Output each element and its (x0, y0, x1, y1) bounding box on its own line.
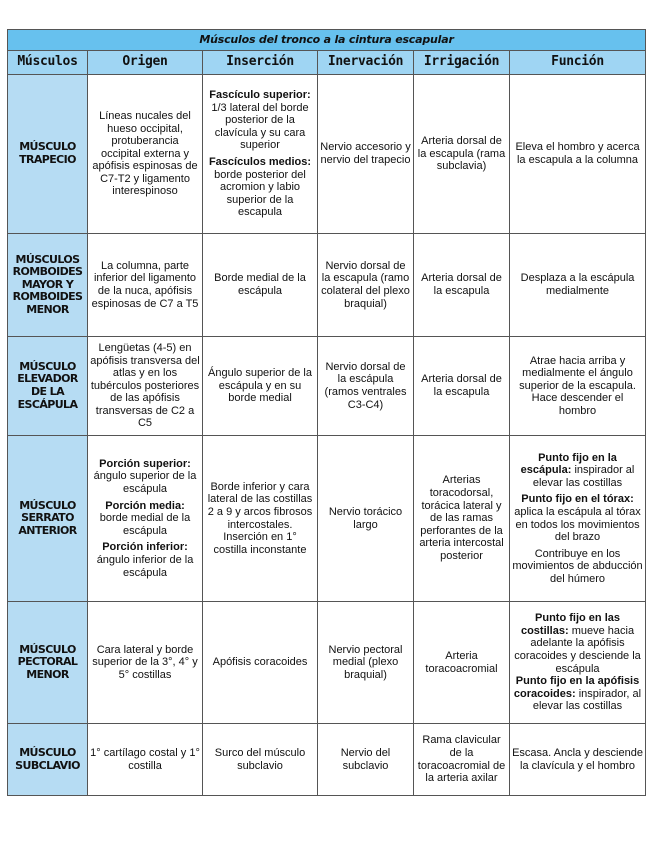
origen-text: borde medial de la escápula (99, 512, 191, 537)
funcion-cell (510, 436, 646, 602)
muscle-name-line: DE LA (31, 385, 64, 398)
origen-label: Porción superior: (99, 457, 191, 470)
muscle-name-line: ROMBOIDES (12, 290, 83, 304)
origen-cell (88, 436, 203, 602)
origen-cell: Cara lateral y borde superior de la 3°, 4° y 5° costillas (88, 602, 203, 724)
funcion-text: Contribuye en los movimientos de abducción del húmero (512, 547, 643, 585)
muscle-name-line: MÚSCULO (19, 642, 76, 656)
insercion-text: 1/3 lateral del borde posterior de la clavícula y su cara superior (211, 101, 309, 152)
origen-cell: La columna, parte inferior del ligamento de la nuca, apófisis espinosas de C7 a T5 (88, 234, 203, 337)
muscle-name-line: ELEVADOR (17, 372, 78, 386)
irrigacion-cell: Arteria dorsal de la escapula (414, 234, 510, 337)
funcion-label: Punto fijo en la escápula: (520, 451, 617, 477)
funcion-label: Punto fijo en la apófisis coracoides: (513, 675, 640, 700)
muscle-name-line: MÚSCULO (19, 140, 76, 154)
funcion-label: Punto fijo en las costillas: (520, 612, 620, 637)
table-row (8, 337, 646, 436)
table-row (8, 724, 646, 796)
irrigacion-cell: Arteria toracoacromial (414, 602, 510, 724)
muscle-name-line: ANTERIOR (18, 523, 77, 537)
inervacion-cell: Nervio torácico largo (318, 436, 414, 602)
irrigacion-cell: Arteria dorsal de la escapula (rama subclavia) (414, 75, 510, 234)
insercion-cell: Borde medial de la escápula (203, 234, 318, 337)
inervacion-cell: Nervio accesorio y nervio del trapecio (318, 75, 414, 234)
origen-text: ángulo superior de la escápula (93, 470, 197, 496)
origen-label: Porción media: (105, 499, 185, 512)
origen-cell: Lengüetas (4-5) en apófisis transversa del atlas y en los tubérculos posteriores de las apófisis transversas de C2 a C5 (88, 337, 203, 436)
funcion-text: inspirador, al elevar las costillas (532, 687, 642, 713)
funcion-label: Punto fijo en el tórax: (521, 493, 634, 506)
origen-text: ángulo inferior de la escápula (96, 553, 194, 579)
table-row (8, 75, 646, 234)
funcion-cell: Escasa. Ancla y desciende la clavícula y el hombro (510, 724, 646, 796)
insercion-cell: Surco del músculo subclavio (203, 724, 318, 796)
muscle-name-line: MÚSCULO (19, 498, 76, 512)
irrigacion-cell: Rama clavicular de la toracoacromial de la arteria axilar (414, 724, 510, 796)
funcion-text: aplica la escápula al tórax en todos los movimientos del brazo (514, 505, 641, 544)
muscle-name (8, 75, 88, 234)
muscle-name-line: MÚSCULOS (15, 252, 80, 266)
table-row (8, 602, 646, 724)
header-origen: Origen (88, 51, 203, 75)
table-title: Músculos del tronco a la cintura escapular (8, 30, 646, 51)
origen-label: Porción inferior: (102, 541, 188, 554)
muscle-name (8, 436, 88, 602)
funcion-cell: Eleva el hombro y acerca la escapula a la columna (510, 75, 646, 234)
irrigacion-cell: Arterias toracodorsal, torácica lateral y de las ramas perforantes de la arteria intercostal posterior (414, 436, 510, 602)
header-funcion: Función (510, 51, 646, 75)
funcion-cell (510, 602, 646, 724)
irrigacion-cell: Arteria dorsal de la escapula (414, 337, 510, 436)
muscle-name-line: SERRATO (21, 511, 74, 525)
funcion-text: inspirador al elevar las costillas (532, 464, 635, 489)
insercion-cell: Borde inferior y cara lateral de las costillas 2 a 9 y arcos fibrosos intercostales. Inserción en 1° costilla inconstante (203, 436, 318, 602)
inervacion-cell: Nervio dorsal de la escápula (ramos ventrales C3-C4) (318, 337, 414, 436)
muscle-name-line: MAYOR Y (21, 277, 74, 291)
funcion-text: mueve hacia adelante la apófisis coracoides y desciende la escápula (514, 624, 641, 675)
inervacion-cell: Nervio dorsal de la escapula (ramo colateral del plexo braquial) (318, 234, 414, 337)
muscle-name-line: MÚSCULO (19, 745, 76, 759)
muscle-name-line: PECTORAL MENOR (17, 655, 78, 681)
inervacion-cell: Nervio pectoral medial (plexo braquial) (318, 602, 414, 724)
funcion-cell: Atrae hacia arriba y medialmente el ángulo superior de la escapula. Hace descender el hombro (510, 337, 646, 436)
header-row (8, 51, 646, 75)
insercion-label: Fascículos medios: (208, 156, 312, 168)
muscle-name-line: ESCÁPULA (17, 397, 78, 411)
header-inervacion: Inervación (318, 51, 414, 75)
header-musculos: Músculos (8, 51, 88, 75)
insercion-cell (203, 75, 318, 234)
insercion-label: Fascículo superior: (209, 89, 311, 102)
insercion-cell: Ángulo superior de la escápula y en su borde medial (203, 337, 318, 436)
muscle-name (8, 602, 88, 724)
insercion-text: borde posterior del acromion y labio superior de la escapula (214, 168, 306, 219)
table-row (8, 436, 646, 602)
muscle-name (8, 234, 88, 337)
muscle-name (8, 337, 88, 436)
header-insercion: Inserción (203, 51, 318, 75)
inervacion-cell: Nervio del subclavio (318, 724, 414, 796)
origen-cell: 1° cartílago costal y 1° costilla (88, 724, 203, 796)
muscle-name-line: ROMBOIDES (12, 265, 83, 279)
muscle-name-line: MÚSCULO (19, 359, 76, 373)
muscle-name-line: MENOR (26, 302, 69, 316)
table-row (8, 234, 646, 337)
muscle-name-line: TRAPECIO (19, 153, 76, 166)
muscle-name-line: SUBCLAVIO (15, 758, 80, 772)
muscle-name (8, 724, 88, 796)
origen-cell: Líneas nucales del hueso occipital, protuberancia occipital externa y apófisis espinosas de C7-T2 y ligamento interespinoso (88, 75, 203, 234)
insercion-cell: Apófisis coracoides (203, 602, 318, 724)
muscles-table (7, 29, 646, 796)
funcion-cell: Desplaza a la escápula medialmente (510, 234, 646, 337)
header-irrigacion: Irrigación (414, 51, 510, 75)
